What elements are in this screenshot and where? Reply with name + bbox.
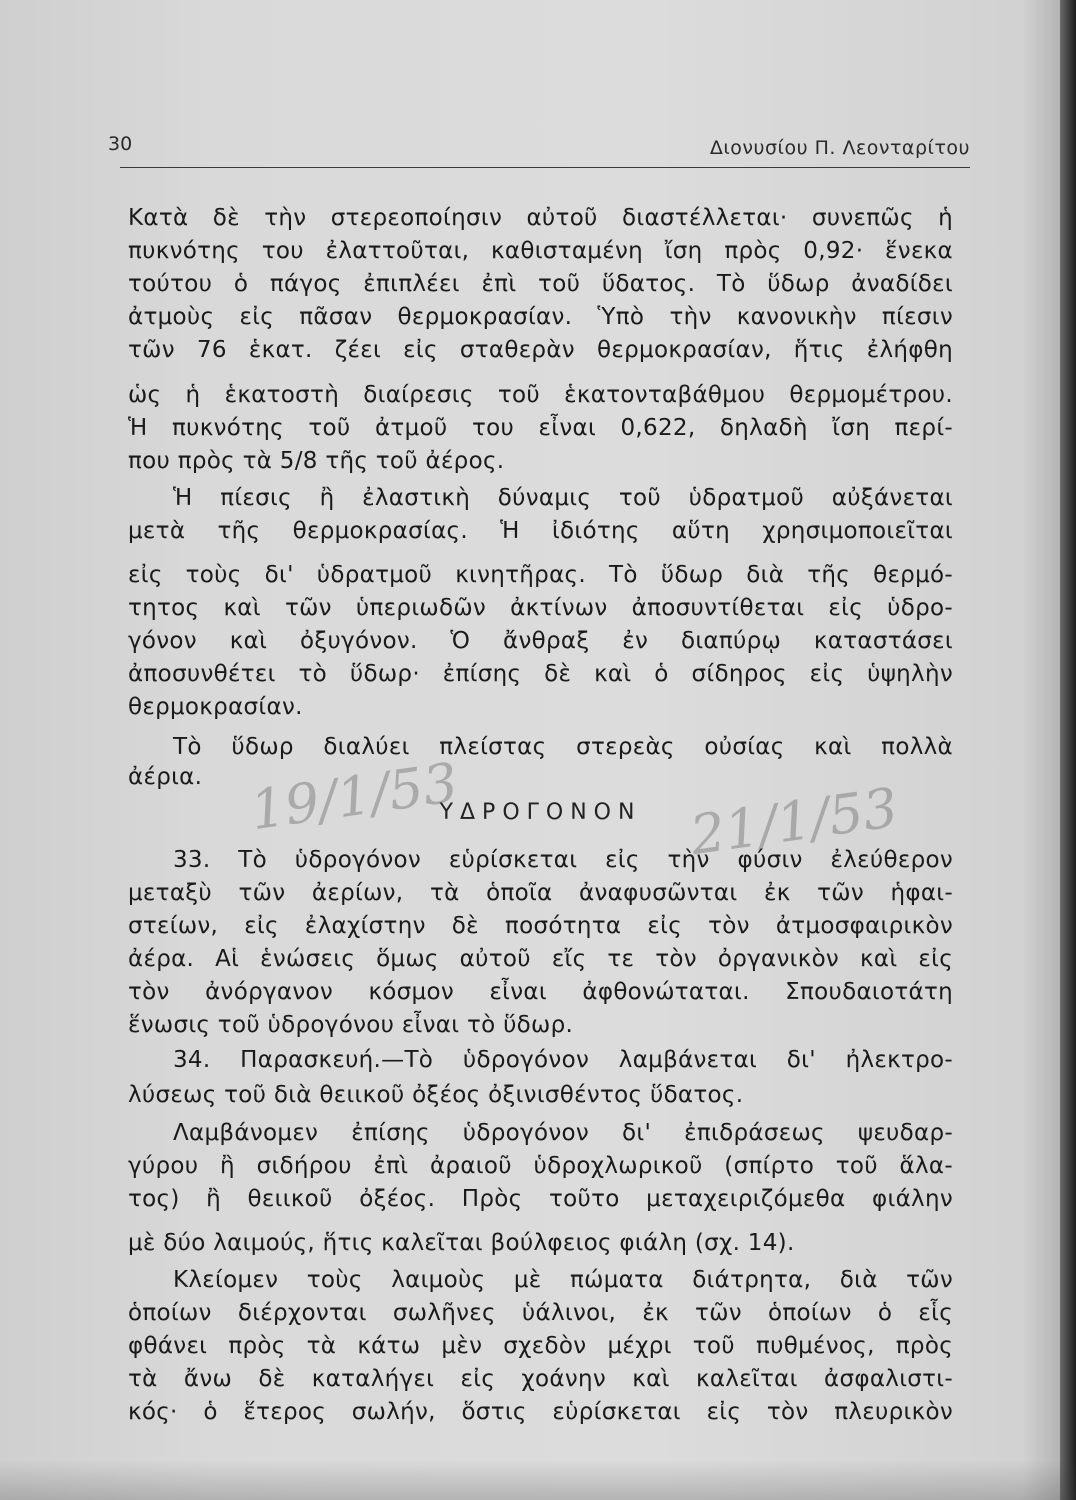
- text-line: ἀποσυνθέτει τὸ ὕδωρ· ἐπίσης δὲ καὶ ὁ σίδηρος εἰς ὑψηλὴν: [128, 661, 953, 687]
- text-line: που πρὸς τὰ 5/8 τῆς τοῦ ἀέρος.: [128, 448, 505, 474]
- text-line: μὲ δύο λαιμούς, ἥτις καλεῖται βούλφειος φιάλη (σχ. 14).: [128, 1230, 795, 1256]
- pencil-date-left: 19/1/53: [246, 750, 462, 843]
- text-line: ὁποίων διέρχονται σωλῆνες ὑάλινοι, ἐκ τῶν ὁποίων ὁ εἷς: [128, 1300, 953, 1326]
- text-line: γύρου ἢ σιδήρου ἐπὶ ἀραιοῦ ὑδροχλωρικοῦ (σπίρτο τοῦ ἅλα-: [128, 1153, 953, 1179]
- text-line: 34. Παρασκευή.—Τὸ ὑδρογόνον λαμβάνεται δι' ἠλεκτρο-: [173, 1047, 953, 1073]
- text-line: κός· ὁ ἕτερος σωλήν, ὅστις εὑρίσκεται εἰς τὸν πλευρικὸν: [128, 1399, 953, 1425]
- text-line: Κατὰ δὲ τὴν στερεοποίησιν αὐτοῦ διαστέλλεται· συνεπῶς ἡ: [128, 205, 953, 231]
- text-line: Κλείομεν τοὺς λαιμοὺς μὲ πώματα διάτρητα, διὰ τῶν: [173, 1267, 953, 1293]
- text-line: στείων, εἰς ἐλαχίστην δὲ ποσότητα εἰς τὸν ἀτμοσφαιρικὸν: [128, 913, 953, 939]
- text-line: ἕνωσις τοῦ ὑδρογόνου εἶναι τὸ ὕδωρ.: [128, 1012, 574, 1038]
- text-line: φθάνει πρὸς τὰ κάτω μὲν σχεδὸν μέχρι τοῦ πυθμένος, πρὸς: [128, 1333, 953, 1359]
- header-rule: [120, 167, 970, 168]
- text-line: ἀτμοὺς εἰς πᾶσαν θερμοκρασίαν. Ὑπὸ τὴν κανονικὴν πίεσιν: [128, 304, 953, 330]
- text-line: τητος καὶ τῶν ὑπεριωδῶν ἀκτίνων ἀποσυντίθεται εἰς ὑδρο-: [128, 595, 953, 621]
- running-head: Διονυσίου Π. Λεονταρίτου: [709, 137, 970, 159]
- text-line: γόνον καὶ ὀξυγόνον. Ὁ ἄνθραξ ἐν διαπύρῳ καταστάσει: [128, 628, 953, 654]
- text-line: εἰς τοὺς δι' ὑδρατμοῦ κινητῆρας. Τὸ ὕδωρ διὰ τῆς θερμό-: [128, 562, 953, 588]
- text-line: πυκνότης του ἐλαττοῦται, καθισταμένη ἴση πρὸς 0,92· ἕνεκα: [128, 238, 953, 264]
- text-line: τῶν 76 ἑκατ. ζέει εἰς σταθερὰν θερμοκρασίαν, ἥτις ἐλήφθη: [128, 337, 953, 363]
- text-line: Τὸ ὕδωρ διαλύει πλείστας στερεὰς οὐσίας καὶ πολλὰ: [173, 734, 953, 760]
- text-line: τος) ἢ θειικοῦ ὀξέος. Πρὸς τοῦτο μεταχειριζόμεθα φιάλην: [128, 1186, 953, 1212]
- text-line: μετὰ τῆς θερμοκρασίας. Ἡ ἰδιότης αὕτη χρησιμοποιεῖται: [128, 518, 953, 544]
- text-line: τὰ ἄνω δὲ καταλήγει εἰς χοάνην καὶ καλεῖται ἀσφαλιστι-: [128, 1366, 953, 1392]
- page-header: [108, 133, 970, 163]
- page-number: 30: [108, 133, 133, 155]
- text-line: λύσεως τοῦ διὰ θειικοῦ ὀξέος ὀξινισθέντος ὕδατος.: [128, 1082, 744, 1108]
- section-heading: ΥΔΡΟΓΟΝΟΝ: [439, 800, 642, 825]
- text-line: τὸν ἀνόργανον κόσμον εἶναι ἀφθονώταται. Σπουδαιοτάτη: [128, 979, 953, 1005]
- page-bottom-shade: [0, 1460, 1076, 1500]
- text-line: Ἡ πίεσις ἢ ἐλαστικὴ δύναμις τοῦ ὑδρατμοῦ αὐξάνεται: [173, 485, 953, 511]
- text-line: θερμοκρασίαν.: [128, 694, 303, 720]
- pencil-date-right: 21/1/53: [686, 775, 902, 868]
- text-line: ἀέρα. Αἱ ἑνώσεις ὅμως αὐτοῦ εἴς τε τὸν ὀργανικὸν καὶ εἰς: [128, 946, 953, 972]
- text-line: ὡς ἡ ἑκατοστὴ διαίρεσις τοῦ ἑκατονταβάθμου θερμομέτρου.: [128, 382, 953, 408]
- text-line: μεταξὺ τῶν ἀερίων, τὰ ὁποῖα ἀναφυσῶνται ἐκ τῶν ἡφαι-: [128, 880, 953, 906]
- page-edge-shadow: [1060, 0, 1076, 1500]
- text-line: 33. Τὸ ὑδρογόνον εὑρίσκεται εἰς τὴν φύσιν ἐλεύθερον: [173, 847, 953, 873]
- text-line: Λαμβάνομεν ἐπίσης ὑδρογόνον δι' ἐπιδράσεως ψευδαρ-: [173, 1120, 953, 1146]
- text-line: ἀέρια.: [128, 764, 203, 790]
- text-line: τούτου ὁ πάγος ἐπιπλέει ἐπὶ τοῦ ὕδατος. Τὸ ὕδωρ ἀναδίδει: [128, 271, 953, 297]
- text-line: Ἡ πυκνότης τοῦ ἀτμοῦ του εἶναι 0,622, δηλαδὴ ἴση περί-: [128, 415, 953, 441]
